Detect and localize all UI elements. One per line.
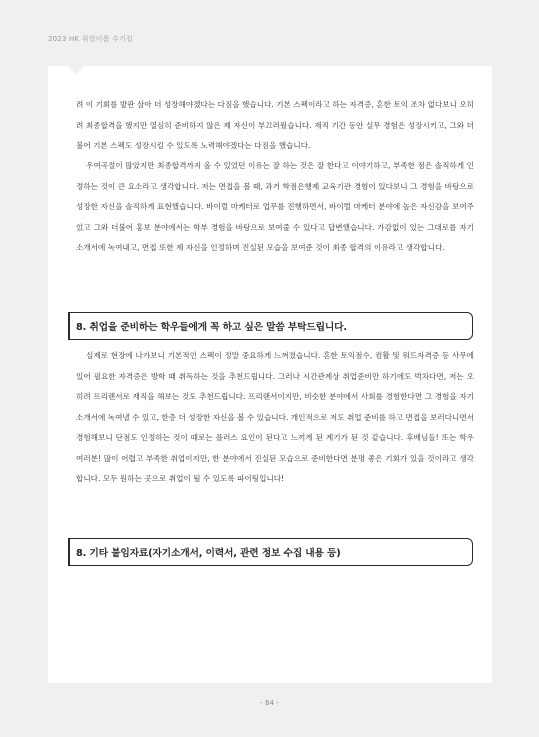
section-heading: 8. 기타 붙임자료(자기소개서, 이력서, 관련 정보 수집 내용 등): [76, 548, 341, 559]
section-heading-box: [68, 538, 473, 566]
body-paragraph: 우여곡절이 많았지만 최종합격까지 올 수 있었던 이유는 잘 하는 것은 잘 한다고 이야기하고, 부족한 점은 솔직하게 인정하는 것이 큰 요소라고 생각합니다. 저는 면접을 볼 때, 과거 학점은행제 교육기관 경험이 있다보니 그 경험을 바탕으로 성장한 자신을 솔직하게 표현했습니다. 바이럴 마케터로 업무를 진행하면서, 바이럴 마케터 분야에 높은 자신감을 보여주었고 그와 더불어 홍보 분야에서는 학부 경험을 바탕으로 보여줄 수 있다고 답변했습니다. 가감없이 있는 그대로를 자기소개서에 녹여내고, 면접 또한 제 자신을 인정하며 진실된 모습을 보여준 것이 최종 합격의 이유라고 생각합니다.: [76, 161, 474, 252]
body-paragraph: 실제로 현장에 나가보니 기본적인 스펙이 정말 중요하게 느껴졌습니다. 흔한 토익점수, 컴활 및 워드자격증 등 사무에 있어 필요한 자격증은 방학 때 취득하는 것을 추천드립니다. 그러나 시간관계상 취업준비만 하기에도 벅차다면, 저는 오히려 프리랜서로 재직을 해보는 것도 추천드립니다. 프리랜서이지만, 비슷한 분야에서 사회를 경험한다면 그 경험을 자기소개서에 녹여낼 수 있고, 한층 더 성장한 자신을 볼 수 있습니다. 개인적으로 저도 취업 준비를 하고 면접을 보러다니면서 경험해보니 단점도 인정하는 것이 때로는 플러스 요인이 된다고 느끼게 된 계기가 된 것 같습니다. 후배님들! 또는 학우 여러분! 많이 어렵고 부족한 취업이지만, 한 분야에서 진실된 모습으로 준비한다면 분명 좋은 기회가 있을 것이라고 생각합니다. 모두 원하는 곳으로 취업이 될 수 있도록 파이팅입니다!: [76, 351, 474, 483]
page-number: - 84 -: [260, 699, 279, 707]
section-heading-box: [68, 312, 473, 340]
card-notch-decoration: [67, 66, 85, 74]
section-heading: 8. 취업을 준비하는 학우들에게 꼭 하고 싶은 말씀 부탁드립니다.: [76, 322, 347, 333]
body-paragraph: 려 이 기회를 발판 삼아 더 성장해야겠다는 다짐을 했습니다. 기본 스펙이라고 하는 자격증, 흔한 토익 조차 없다보니 오히려 최종합격을 했지만 열심히 준비하지 않은 제 자신이 부끄러웠습니다. 재직 기간 동안 실무 경험은 성장시키고, 그와 더불어 기본 스펙도 성장시킬 수 있도록 노력해야겠다는 다짐을 했습니다.: [76, 100, 474, 150]
running-header: 2023 HK 취업이룸 수기집: [48, 35, 133, 43]
